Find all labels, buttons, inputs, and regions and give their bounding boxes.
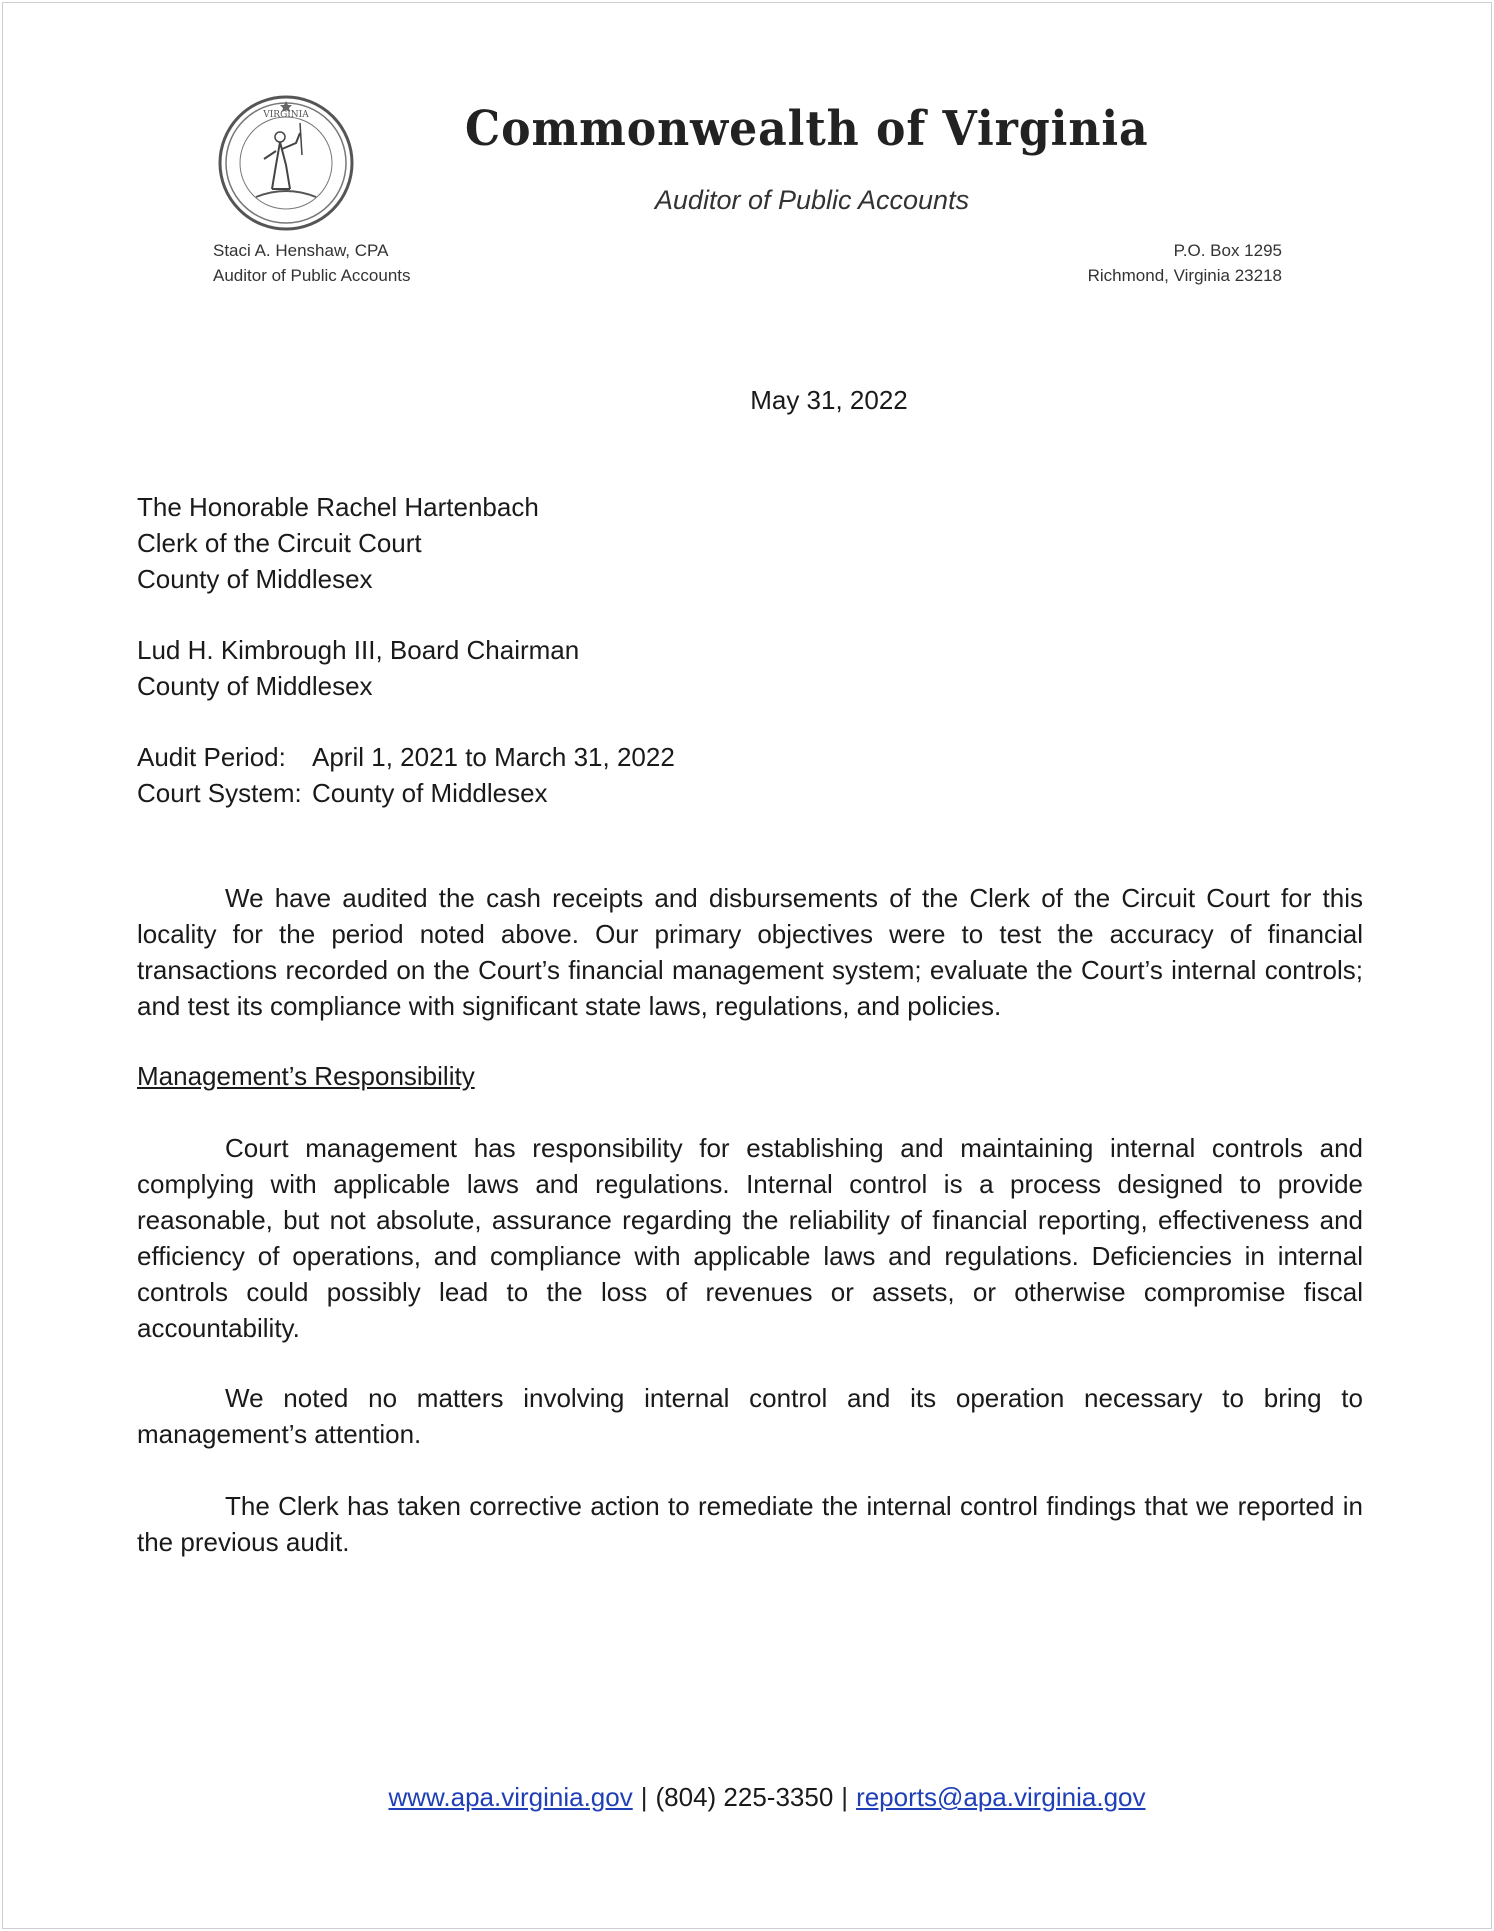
board-county: County of Middlesex	[137, 671, 373, 701]
website-link[interactable]: www.apa.virginia.gov	[388, 1782, 633, 1812]
sender-block	[213, 238, 411, 288]
body-paragraph-2	[137, 1130, 1363, 1346]
section-heading: Management’s Responsibility	[137, 1061, 475, 1091]
audit-period-value: April 1, 2021 to March 31, 2022	[312, 742, 675, 772]
footer-phone: (804) 225-3350	[655, 1782, 834, 1812]
letter-page	[2, 2, 1492, 1929]
addressee-block	[137, 489, 539, 597]
email-link[interactable]: reports@apa.virginia.gov	[856, 1782, 1146, 1812]
body-paragraph-4	[137, 1488, 1363, 1560]
court-system-row	[137, 775, 675, 811]
board-chairman: Lud H. Kimbrough III, Board Chairman	[137, 635, 580, 665]
board-block	[137, 632, 579, 704]
seal-text: VIRGINIA	[263, 110, 309, 120]
audit-period-row	[137, 739, 675, 775]
sender-title: Auditor of Public Accounts	[213, 266, 411, 285]
letterhead-title: Commonwealth of Virginia	[465, 101, 1149, 157]
addressee-title: Clerk of the Circuit Court	[137, 528, 422, 558]
court-system-value: County of Middlesex	[312, 778, 548, 808]
audit-period-label: Audit Period:	[137, 742, 286, 772]
footer	[3, 1779, 1491, 1815]
footer-separator: |	[640, 1782, 648, 1812]
body-paragraph-3	[137, 1380, 1363, 1452]
letterhead-subtitle: Auditor of Public Accounts	[654, 185, 970, 215]
address-line1: P.O. Box 1295	[1173, 241, 1282, 260]
sender-address	[1088, 238, 1282, 288]
address-line2: Richmond, Virginia 23218	[1087, 266, 1282, 285]
paragraph-text: We noted no matters involving internal control and its operation necessary to bring to management’s attention.	[137, 1383, 1363, 1449]
footer-separator: |	[841, 1782, 849, 1812]
paragraph-text: The Clerk has taken corrective action to remediate the internal control findings that we reported in the previous audit.	[137, 1491, 1363, 1557]
audit-info-block	[137, 739, 675, 811]
addressee-county: County of Middlesex	[137, 564, 373, 594]
court-system-label: Court System:	[137, 778, 302, 808]
letter-date: May 31, 2022	[750, 385, 908, 415]
paragraph-text: Court management has responsibility for establishing and maintaining internal controls and complying with applicable laws and regulations. Internal control is a process designed to provide reasonable, but not absolute, assurance regarding the reliability of financial reporting, effectiveness and efficiency of operations, and compliance with applicable laws and regulations. Deficiencies in internal controls could possibly lead to the loss of revenues or assets, or otherwise compromise fiscal accountability.	[137, 1133, 1363, 1343]
paragraph-text: We have audited the cash receipts and disbursements of the Clerk of the Circuit Court for this locality for the period noted above. Our primary objectives were to test the accuracy of financial transactions recorded on the Court’s financial management system; evaluate the Court’s internal controls; and test its compliance with significant state laws, regulations, and policies.	[137, 883, 1363, 1021]
body-paragraph-1	[137, 880, 1363, 1024]
sender-name: Staci A. Henshaw, CPA	[213, 241, 389, 260]
addressee-name: The Honorable Rachel Hartenbach	[137, 492, 539, 522]
